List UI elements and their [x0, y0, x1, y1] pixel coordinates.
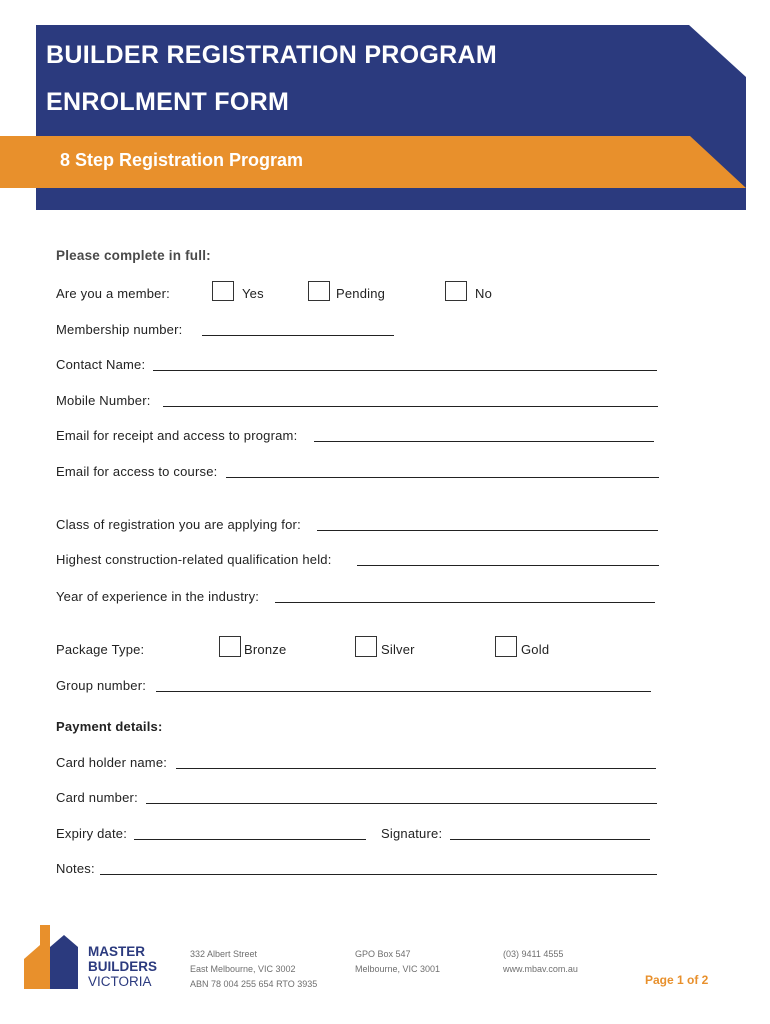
group-number-field[interactable]: [156, 691, 651, 692]
footer-address: [190, 947, 317, 992]
notes-label: Notes:: [56, 861, 95, 876]
payment-heading: Payment details:: [56, 719, 163, 734]
expiry-date-label: Expiry date:: [56, 826, 128, 841]
footer-abn: ABN 78 004 255 654 RTO 3935: [190, 979, 318, 989]
footer-address-line2: East Melbourne, VIC 3002: [190, 964, 296, 974]
qualification-label: Highest construction-related qualification held:: [56, 552, 332, 567]
card-number-field[interactable]: [146, 803, 657, 804]
membership-number-label: Membership number:: [56, 322, 183, 337]
package-silver-checkbox[interactable]: [355, 636, 377, 657]
package-gold-checkbox[interactable]: [495, 636, 517, 657]
mobile-number-label: Mobile Number:: [56, 393, 151, 408]
member-no-checkbox[interactable]: [445, 281, 467, 301]
email-receipt-field[interactable]: [314, 441, 654, 442]
logo-line-victoria: VICTORIA: [88, 974, 152, 989]
class-registration-field[interactable]: [317, 530, 658, 531]
package-bronze-label: Bronze: [244, 642, 287, 657]
card-holder-field[interactable]: [176, 768, 656, 769]
notes-field[interactable]: [100, 874, 657, 875]
email-course-field[interactable]: [226, 477, 659, 478]
experience-field[interactable]: [275, 602, 655, 603]
footer-phone: (03) 9411 4555: [503, 949, 564, 959]
signature-label: Signature:: [381, 826, 443, 841]
group-number-label: Group number:: [56, 678, 147, 693]
master-builders-logo-icon: [24, 925, 80, 989]
mobile-number-field[interactable]: [163, 406, 658, 407]
email-course-label: Email for access to course:: [56, 464, 218, 479]
experience-label: Year of experience in the industry:: [56, 589, 260, 604]
contact-name-field[interactable]: [153, 370, 657, 371]
package-bronze-checkbox[interactable]: [219, 636, 241, 657]
card-holder-label: Card holder name:: [56, 755, 168, 770]
form-title-line2: ENROLMENT FORM: [46, 88, 290, 116]
member-no-label: No: [475, 286, 493, 301]
member-label: Are you a member:: [56, 286, 170, 301]
package-silver-label: Silver: [381, 642, 415, 657]
footer-contact: [503, 947, 578, 977]
footer-po-line2: Melbourne, VIC 3001: [355, 964, 441, 974]
form-subtitle: 8 Step Registration Program: [60, 150, 304, 170]
qualification-field[interactable]: [357, 565, 659, 566]
footer-postal: [355, 947, 440, 977]
member-yes-label: Yes: [242, 286, 264, 301]
contact-name-label: Contact Name:: [56, 357, 146, 372]
card-number-label: Card number:: [56, 790, 138, 805]
member-pending-checkbox[interactable]: [308, 281, 330, 301]
member-yes-checkbox[interactable]: [212, 281, 234, 301]
class-registration-label: Class of registration you are applying for:: [56, 517, 301, 532]
footer-web: www.mbav.com.au: [503, 964, 578, 974]
footer-po-line1: GPO Box 547: [355, 949, 411, 959]
page-number: Page 1 of 2: [645, 973, 709, 987]
signature-field[interactable]: [450, 839, 650, 840]
email-receipt-label: Email for receipt and access to program:: [56, 428, 298, 443]
footer-address-line1: 332 Albert Street: [190, 949, 258, 959]
logo-line-builders: BUILDERS: [88, 959, 158, 974]
logo-wordmark: [88, 944, 157, 989]
form-title: [46, 32, 497, 126]
logo-line-master: MASTER: [88, 944, 145, 959]
membership-number-field[interactable]: [202, 335, 394, 336]
instruction-text: Please complete in full:: [56, 248, 211, 263]
form-title-line1: BUILDER REGISTRATION PROGRAM: [46, 41, 497, 69]
expiry-date-field[interactable]: [134, 839, 366, 840]
member-pending-label: Pending: [336, 286, 386, 301]
package-gold-label: Gold: [521, 642, 550, 657]
package-type-label: Package Type:: [56, 642, 145, 657]
